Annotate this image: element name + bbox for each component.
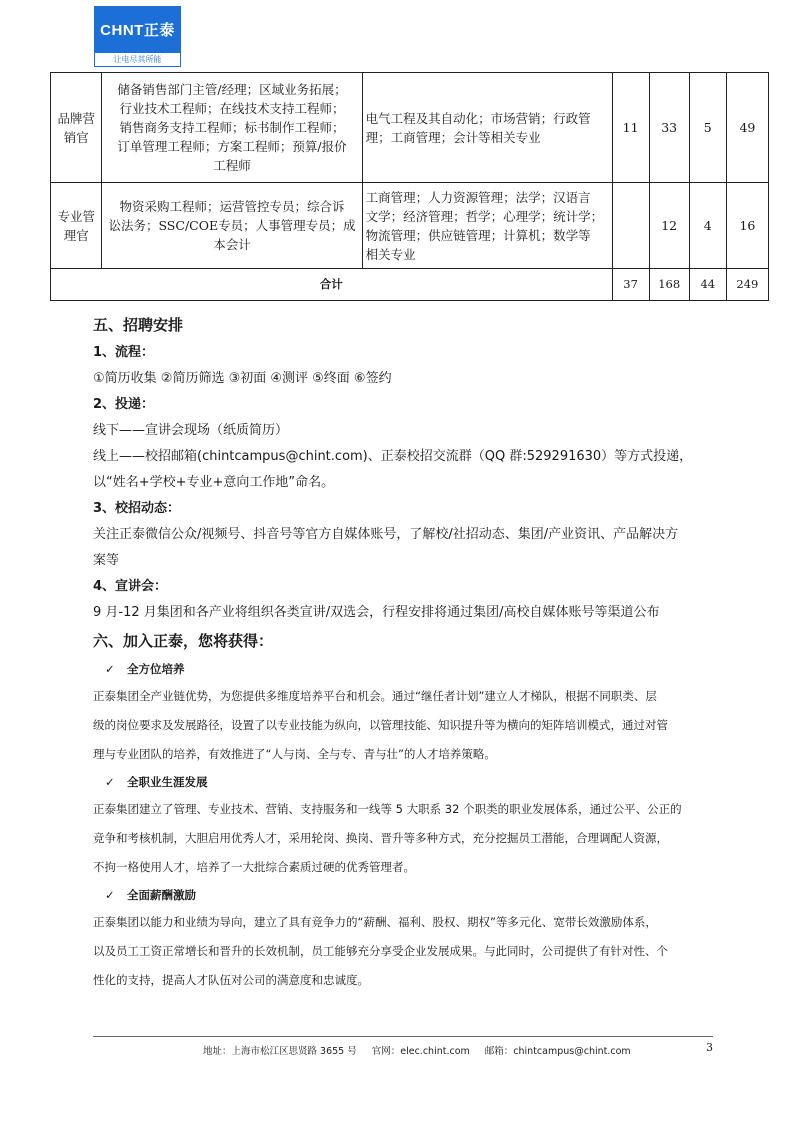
positions-cell: 储备销售部门主管/经理；区域业务拓展； 行业技术工程师；在线技术支持工程师； 销售商务支持工程师；标书制作工程师； 订单管理工程师；方案工程师；预算/报价 工程师 <box>102 73 362 183</box>
chint-logo <box>94 6 181 67</box>
total-label: 合计 <box>51 269 613 301</box>
paragraph: 关注正泰微信公众/视频号、抖音号等官方自媒体账号，了解校/社招动态、集团/产业资讯、产品解决方 <box>93 527 679 542</box>
paragraph: 竞争和考核机制，大胆启用优秀人才，采用轮岗、换岗、晋升等多种方式，充分挖掘员工潜能，合理调配人资源， <box>93 831 668 845</box>
section-title: 六、加入正泰，您将获得： <box>93 632 274 650</box>
logo-slogan: 让电尽其所能 <box>94 53 181 67</box>
count-cell: 5 <box>689 73 726 183</box>
footer-email: 邮箱：chintcampus@chint.com <box>484 1046 631 1057</box>
page-number: 3 <box>706 1041 713 1054</box>
count-cell: 4 <box>689 183 726 269</box>
benefit-heading: ✓ 全职业生涯发展 <box>93 769 713 795</box>
positions-cell: 物资采购工程师；运营管控专员；综合诉 讼法务；SSC/COE专员；人事管理专员；成 本会计 <box>102 183 362 269</box>
page-footer <box>93 1036 713 1060</box>
table-row <box>51 73 769 183</box>
table-total-row <box>51 269 769 301</box>
count-cell <box>612 183 649 269</box>
benefit-heading: ✓ 全面薪酬激励 <box>93 882 713 908</box>
count-cell: 33 <box>649 73 689 183</box>
category-cell: 专业管 理官 <box>51 183 102 269</box>
paragraph: 正泰集团全产业链优势，为您提供多维度培养平台和机会。通过“继任者计划”建立人才梯队，根据不同职类、层 <box>93 689 657 703</box>
total-count: 37 <box>612 269 649 301</box>
footer-contact <box>203 1043 643 1057</box>
subsection-heading: 4、宣讲会： <box>93 579 168 594</box>
paragraph: 线上——校招邮箱(chintcampus@chint.com)、正泰校招交流群（QQ 群:529291630）等方式投递， <box>93 449 693 464</box>
table-row <box>51 183 769 269</box>
count-cell: 11 <box>612 73 649 183</box>
recruitment-table <box>50 72 769 301</box>
paragraph: 性化的支持，提高人才队伍对公司的满意度和忠诚度。 <box>93 973 369 987</box>
category-cell: 品牌营 销官 <box>51 73 102 183</box>
paragraph: 理与专业团队的培养，有效推进了“人与岗、全与专、青与壮”的人才培养策略。 <box>93 747 496 761</box>
count-cell: 12 <box>649 183 689 269</box>
paragraph: 案等 <box>93 553 120 568</box>
count-cell: 49 <box>726 73 768 183</box>
paragraph: 9 月-12 月集团和各产业将组织各类宣讲/双选会，行程安排将通过集团/高校自媒体账号等渠道公布 <box>93 605 660 620</box>
footer-website: 官网：elec.chint.com <box>371 1046 470 1057</box>
check-icon: ✓ <box>105 775 115 789</box>
total-count: 168 <box>649 269 689 301</box>
section-title: 五、招聘安排 <box>93 316 184 334</box>
paragraph: 以“姓名+学校+专业+意向工作地”命名。 <box>93 475 335 490</box>
flow-steps: ①简历收集 ②简历筛选 ③初面 ④测评 ⑤终面 ⑥签约 <box>93 371 392 386</box>
paragraph: 不拘一格使用人才，培养了一大批综合素质过硬的优秀管理者。 <box>93 860 415 874</box>
paragraph: 正泰集团建立了管理、专业技术、营销、支持服务和一线等 5 大职系 32 个职类的职业发展体系，通过公平、公正的 <box>93 802 682 816</box>
majors-cell: 工商管理；人力资源管理；法学；汉语言 文学；经济管理；哲学；心理学；统计学； 物流管理；供应链管理；计算机；数学等 相关专业 <box>362 183 612 269</box>
subsection-heading: 2、投递： <box>93 397 155 412</box>
count-cell: 16 <box>726 183 768 269</box>
majors-cell: 电气工程及其自动化；市场营销；行政管 理；工商管理；会计等相关专业 <box>362 73 612 183</box>
paragraph: 以及员工工资正常增长和晋升的长效机制，员工能够充分享受企业发展成果。与此同时，公司提供了有针对性、个 <box>93 944 668 958</box>
subsection-heading: 1、流程： <box>93 345 155 360</box>
paragraph: 级的岗位要求及发展路径，设置了以专业技能为纵向，以管理技能、知识提升等为横向的矩阵培训模式，通过对管 <box>93 718 668 732</box>
subsection-heading: 3、校招动态： <box>93 501 181 516</box>
total-count: 44 <box>689 269 726 301</box>
footer-address: 地址：上海市松江区思贤路 3655 号 <box>203 1046 357 1057</box>
benefit-heading: ✓ 全方位培养 <box>93 656 713 682</box>
total-count: 249 <box>726 269 768 301</box>
paragraph: 正泰集团以能力和业绩为导向，建立了具有竞争力的“薪酬、福利、股权、期权”等多元化、宽带长效激励体系， <box>93 915 657 929</box>
logo-brand: CHNT正泰 <box>94 6 181 53</box>
check-icon: ✓ <box>105 662 115 676</box>
check-icon: ✓ <box>105 888 115 902</box>
main-content <box>93 310 713 995</box>
paragraph: 线下——宣讲会现场（纸质简历） <box>93 423 289 438</box>
